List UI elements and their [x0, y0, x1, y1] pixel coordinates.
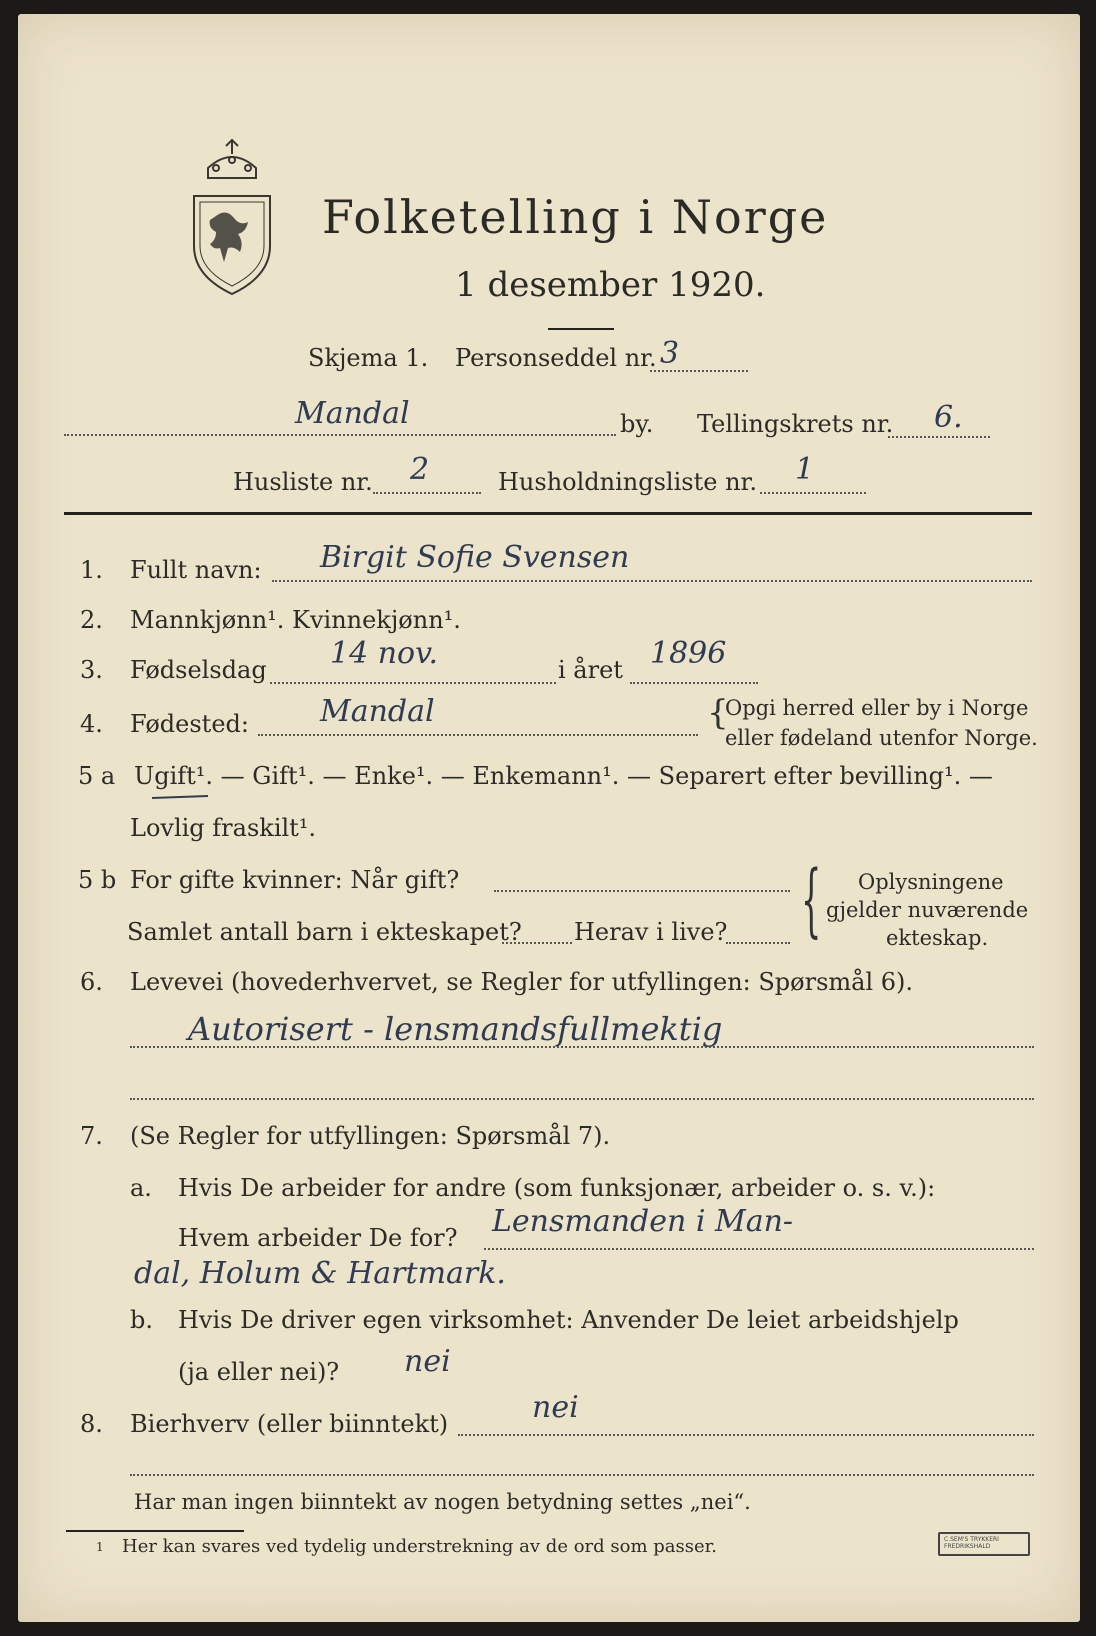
tellingskrets-value[interactable]: 6.	[934, 400, 963, 435]
q6-line-1	[130, 1046, 1034, 1048]
q7a-line-2: Hvem arbeider De for?	[178, 1224, 458, 1252]
tellingskrets-label: Tellingskrets nr.	[697, 410, 894, 438]
q3-year-label: i året	[558, 656, 623, 684]
q3-number: 3.	[80, 656, 103, 684]
census-date: 1 desember 1920.	[455, 265, 766, 305]
section-rule	[64, 512, 1032, 515]
q1-number: 1.	[80, 556, 103, 584]
husholdning-label: Husholdningsliste nr.	[498, 468, 757, 496]
q5b-line-2a: Samlet antall barn i ekteskapet?	[127, 918, 522, 946]
q5b-note-2: gjelder nuværende	[826, 898, 1029, 922]
q3-year-line	[630, 682, 758, 684]
q4-note-2: eller fødeland utenfor Norge.	[725, 726, 1038, 750]
q8-line	[458, 1434, 1034, 1436]
q7b-letter: b.	[130, 1306, 153, 1334]
q1-line	[272, 580, 1032, 582]
q6-label: Levevei (hovederhvervet, se Regler for utfyllingen: Spørsmål 6).	[130, 968, 914, 996]
q7a-line-1: Hvis De arbeider for andre (som funksjonær, arbeider o. s. v.):	[178, 1174, 936, 1202]
husholdning-value[interactable]: 1	[795, 452, 815, 487]
by-label: by.	[620, 410, 654, 438]
q5b-line-2b: Herav i live?	[574, 918, 728, 946]
q1-answer[interactable]: Birgit Sofie Svensen	[320, 540, 630, 575]
q7-label: (Se Regler for utfyllingen: Spørsmål 7).	[130, 1122, 611, 1150]
q5b-married-line	[494, 890, 790, 892]
q5a-line-1: Ugift¹. — Gift¹. — Enke¹. — Enkemann¹. — Separert efter bevilling¹. —	[134, 762, 993, 790]
q4-answer[interactable]: Mandal	[320, 694, 435, 729]
q5b-children-line	[502, 942, 572, 944]
husliste-value[interactable]: 2	[410, 452, 430, 487]
q2-number: 2.	[80, 606, 103, 634]
q2-label: Mannkjønn¹. Kvinnekjønn¹.	[130, 606, 461, 634]
q8-line-2	[130, 1474, 1034, 1476]
q7b-line-2: (ja eller nei)?	[178, 1358, 340, 1386]
husliste-label: Husliste nr.	[233, 468, 373, 496]
q4-brace: {	[707, 693, 729, 733]
q7a-answer-2[interactable]: dal, Holum & Hartmark.	[134, 1256, 506, 1291]
q3-year-answer[interactable]: 1896	[650, 636, 727, 671]
q5b-note-3: ekteskap.	[886, 926, 989, 950]
q5b-brace: {	[801, 853, 822, 946]
printer-stamp	[938, 1532, 1030, 1556]
norway-coat-of-arms-icon	[186, 138, 278, 298]
footnote-rule	[66, 1530, 244, 1532]
personseddel-value[interactable]: 3	[660, 336, 680, 371]
q7a-letter: a.	[130, 1174, 152, 1202]
q4-number: 4.	[80, 710, 103, 738]
q1-label: Fullt navn:	[130, 556, 262, 584]
q5b-number: 5 b	[78, 866, 117, 894]
q7b-line-1: Hvis De driver egen virksomhet: Anvender De leiet arbeidshjelp	[178, 1306, 959, 1334]
q5b-note-1: Oplysningene	[858, 870, 1004, 894]
footnote-mark: 1	[96, 1540, 104, 1554]
q7a-answer-1[interactable]: Lensmanden i Man-	[492, 1204, 794, 1239]
printer-stamp-text: C.SEM'S TRYKKERI FREDRIKSHALD	[944, 1536, 999, 1550]
personseddel-label: Personseddel nr.	[455, 344, 657, 372]
q8-number: 8.	[80, 1410, 103, 1438]
q6-number: 6.	[80, 968, 103, 996]
husliste-line	[373, 492, 481, 494]
q5b-alive-line	[726, 942, 790, 944]
q6-line-2	[130, 1098, 1034, 1100]
q3-answer[interactable]: 14 nov.	[330, 636, 439, 671]
q8-answer[interactable]: nei	[532, 1390, 579, 1425]
q3-line	[270, 682, 556, 684]
footnote-text: Her kan svares ved tydelig understrekning av de ord som passer.	[122, 1536, 717, 1557]
form-title: Folketelling i Norge	[322, 190, 829, 244]
city-line	[64, 434, 616, 436]
q4-label: Fødested:	[130, 710, 249, 738]
husholdning-line	[760, 492, 866, 494]
q4-note-1: Opgi herred eller by i Norge	[725, 696, 1029, 720]
q5a-line-2: Lovlig fraskilt¹.	[130, 814, 317, 842]
q7-number: 7.	[80, 1122, 103, 1150]
q5a-number: 5 a	[78, 762, 116, 790]
skjema-label: Skjema 1.	[308, 344, 429, 372]
q8-label: Bierhverv (eller biinntekt)	[130, 1410, 449, 1438]
q4-line	[258, 734, 698, 736]
q3-label: Fødselsdag	[130, 656, 267, 684]
q7b-answer[interactable]: nei	[404, 1344, 451, 1379]
title-divider	[548, 328, 614, 330]
footer-note: Har man ingen biinntekt av nogen betydning settes „nei“.	[134, 1490, 751, 1514]
q7a-line	[484, 1248, 1034, 1250]
q5b-line-1: For gifte kvinner: Når gift?	[130, 866, 460, 894]
q6-answer[interactable]: Autorisert - lensmandsfullmektig	[188, 1010, 723, 1048]
tellingskrets-line	[888, 436, 990, 438]
city-value[interactable]: Mandal	[295, 396, 410, 431]
